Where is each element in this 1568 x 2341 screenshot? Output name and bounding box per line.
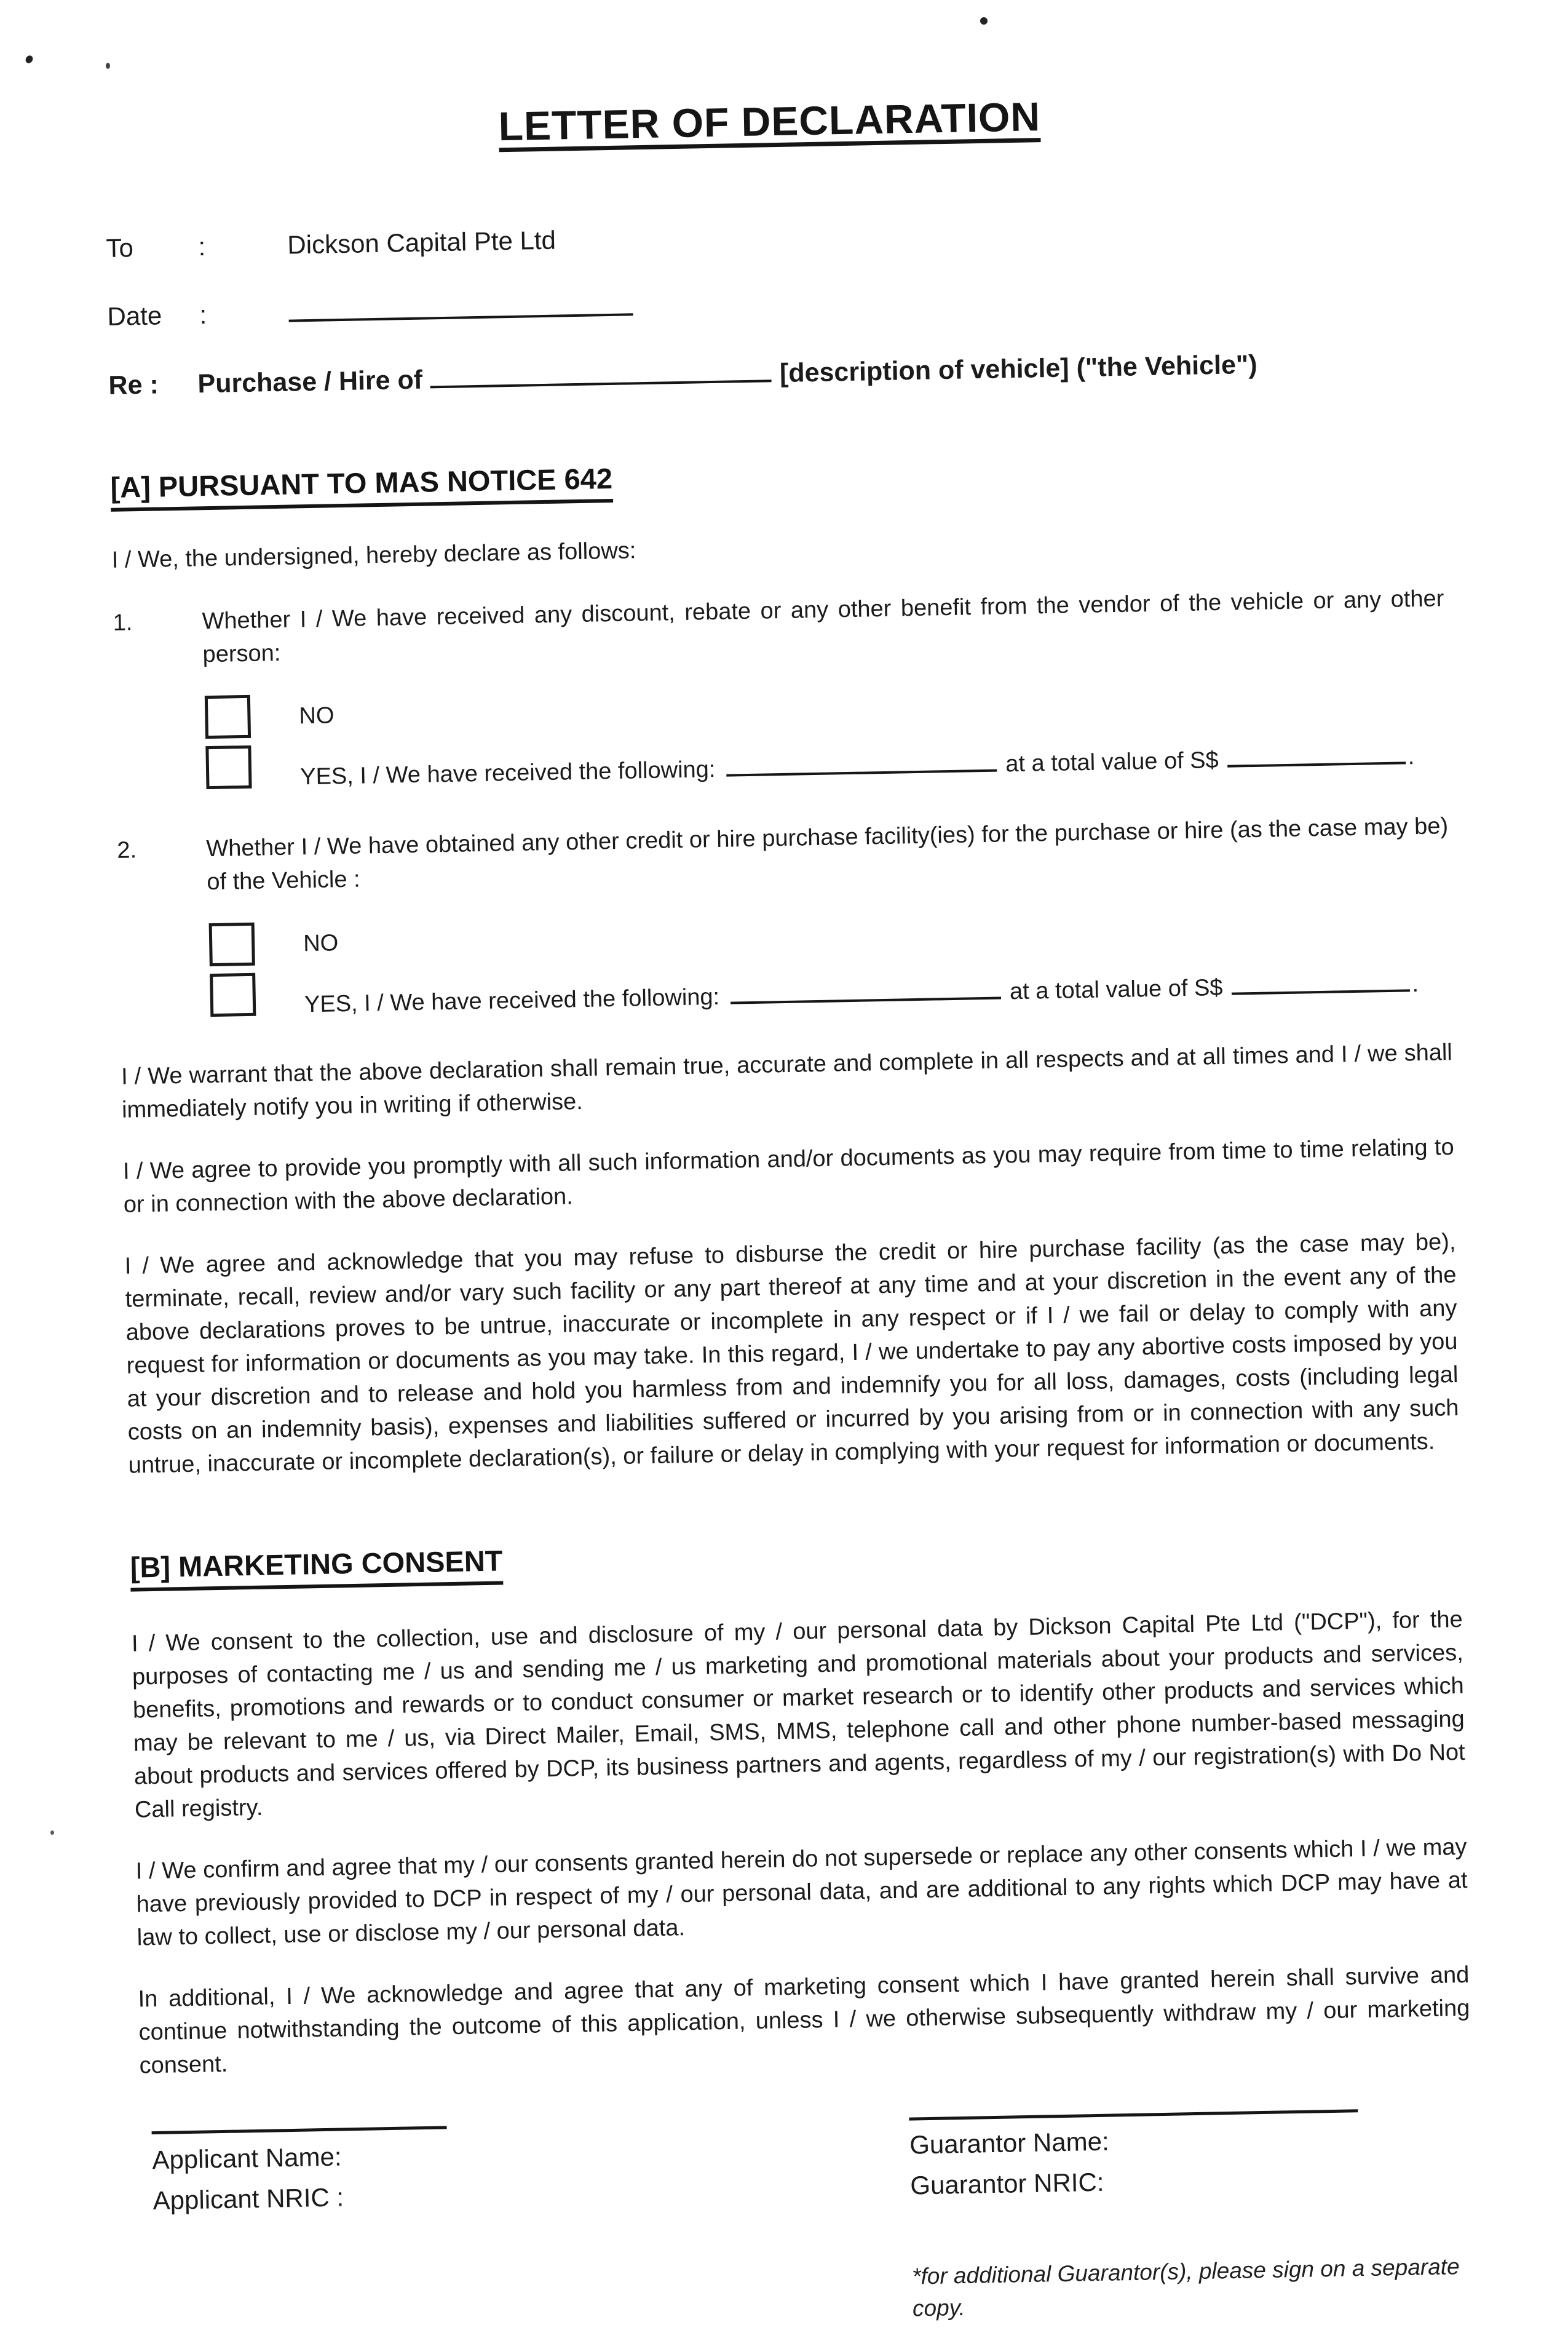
section-a-paragraph-2: I / We agree to provide you promptly with all such information and/or documents as you may require from time to time relating to or in connection with the above declaration. xyxy=(122,1134,1454,1218)
declaration-intro: I / We, the undersigned, hereby declare as follows: xyxy=(111,538,636,573)
signature-section xyxy=(141,2107,1476,2339)
vehicle-description-blank-field[interactable] xyxy=(430,356,772,388)
guarantor-signature-line[interactable] xyxy=(909,2109,1358,2120)
guarantor-signature-block xyxy=(909,2107,1475,2325)
section-b-heading: [B] MARKETING CONSENT xyxy=(130,1544,503,1592)
yes-period: . xyxy=(1408,744,1415,770)
section-b-paragraph-3: In additional, I / We acknowledge and agree that any of marketing consent which I have granted herein shall survive and continue notwithstanding the outcome of this application, unless I / we otherwise subsequently withdraw my / our marketing consent. xyxy=(138,1961,1470,2079)
date-label: Date xyxy=(107,301,162,331)
letter-header xyxy=(106,207,1440,402)
item-number: 2. xyxy=(117,837,137,864)
total-value-blank-field[interactable] xyxy=(1227,741,1406,767)
date-colon: : xyxy=(199,300,207,330)
no-checkbox[interactable] xyxy=(209,923,255,966)
no-label: NO xyxy=(303,930,339,957)
re-label: Re : xyxy=(108,370,159,400)
yes-checkbox[interactable] xyxy=(210,973,256,1017)
re-row xyxy=(108,343,1440,402)
guarantor-name-label: Guarantor Name: xyxy=(909,2126,1110,2160)
received-details-blank-field[interactable] xyxy=(731,976,1002,1004)
section-b-paragraph-2: I / We confirm and agree that my / our consents granted herein do not supersede or replace any other consents which I / we may have previously provided to DCP in respect of my / our personal data, and are additional to any rights which DCP may have at law to collect, use or disclose my / our personal data. xyxy=(135,1834,1468,1951)
to-label: To xyxy=(106,233,134,263)
section-a-heading: [A] PURSUANT TO MAS NOTICE 642 xyxy=(110,462,613,512)
received-details-blank-field[interactable] xyxy=(726,749,997,777)
page-title: LETTER OF DECLARATION xyxy=(498,100,1041,152)
date-row xyxy=(107,275,1439,333)
applicant-nric-label: Applicant NRIC : xyxy=(152,2182,344,2216)
total-value-blank-field[interactable] xyxy=(1231,968,1410,995)
yes-period: . xyxy=(1412,971,1419,998)
date-blank-field[interactable] xyxy=(288,290,633,322)
to-row xyxy=(106,207,1438,265)
guarantor-note: *for additional Guarantor(s), please sign on a separate copy. xyxy=(911,2254,1460,2321)
yes-total-value-text: at a total value of S$ xyxy=(1009,974,1223,1005)
to-colon: : xyxy=(198,232,206,261)
section-a-heading-row xyxy=(110,447,1442,512)
yes-label: YES, I / We have received the following: xyxy=(304,984,720,1018)
section-b-paragraph-1: I / We consent to the collection, use and disclosure of my / our personal data by Dickson Capital Pte Ltd ("DCP"), for the purposes of contacting me / us and sending me / us marketing and promotional materials about your products and services, benefits, promotions and rewards or to conduct consumer or market research or to identify other products and services which may be relevant to me / us, via Direct Mailer, Email, SMS, MMS, telephone call and other phone number-based messaging about products and services offered by DCP, its business partners and agents, regardless of my / our registration(s) with Do Not Call registry. xyxy=(131,1606,1466,1823)
applicant-signature-line[interactable] xyxy=(152,2126,447,2134)
no-label: NO xyxy=(299,702,335,729)
applicant-name-label: Applicant Name: xyxy=(151,2142,342,2175)
yes-label: YES, I / We have received the following: xyxy=(299,756,716,790)
section-a-paragraph-1: I / We warrant that the above declaration shall remain true, accurate and complete in all respects and at all times and I / we shall immediately notify you in writing if otherwise. xyxy=(121,1039,1453,1123)
section-b-heading-row xyxy=(130,1527,1462,1592)
to-value: Dickson Capital Pte Ltd xyxy=(287,225,556,260)
item-question: Whether I / We have obtained any other credit or hire purchase facility(ies) for the purchase or hire (as the case may be) of the Vehicle : xyxy=(205,813,1449,896)
yes-total-value-text: at a total value of S$ xyxy=(1005,747,1219,777)
yes-checkbox[interactable] xyxy=(205,745,251,789)
applicant-signature-block xyxy=(152,2122,660,2339)
item-question: Whether I / We have received any discount, rebate or any other benefit from the vendor of the vehicle or any other person: xyxy=(202,586,1444,668)
re-prefix: Purchase / Hire of xyxy=(197,365,423,399)
declaration-item-2 xyxy=(117,809,1451,1025)
section-a-paragraph-3: I / We agree and acknowledge that you may refuse to disburse the credit or hire purchase facility (as the case may be), terminate, recall, review and/or vary such facility or any part thereof at any time and at your discretion in the event any of the above declarations proves to be untrue, inaccurate or incomplete in any respect or if I / we fail or delay to comply with any request for information or documents as you may take. In this regard, I / we undertake to pay any abortive costs imposed by you at your discretion and to release and hold you harmless from and indemnify you for all loss, damages, costs (including legal costs on an indemnity basis), expenses and liabilities suffered or incurred by you arising from or in connection with any such untrue, inaccurate or incomplete declaration(s), or failure or delay in complying with your request for information or documents. xyxy=(124,1229,1459,1479)
re-suffix: [description of vehicle] ("the Vehicle") xyxy=(779,349,1258,388)
guarantor-nric-label: Guarantor NRIC: xyxy=(909,2167,1104,2200)
declaration-item-1 xyxy=(113,582,1447,797)
no-checkbox[interactable] xyxy=(205,695,251,739)
item-number: 1. xyxy=(113,610,133,636)
